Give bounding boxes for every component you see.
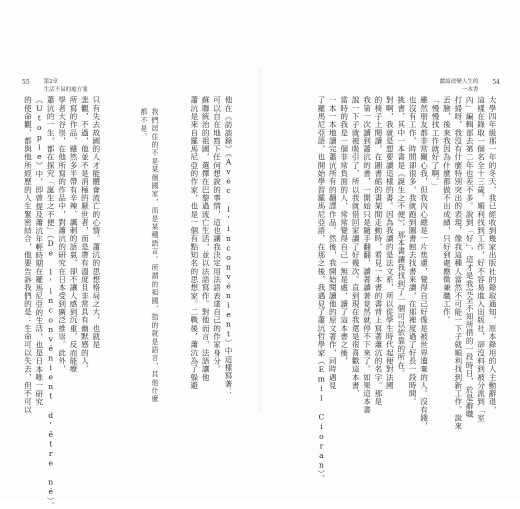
right-text-column-3: 內」編輯部去第二年也差不多。說到「好」，這才是我完全不知所措的一段時日，於是辭職: [465, 96, 475, 419]
left-text-column-3: 所寫的作品，雖然多半帶有辛辣、諷刺的語氣，卻不讓人感到沉重，反而能療: [69, 96, 79, 374]
right-text-column-9: 挑書，其中一本書是《誕生之不便》，那本書讓我找到了一個可以依靠的所在。: [396, 96, 406, 378]
quote-line-2: 都不是。: [140, 108, 148, 141]
left-intro-column-1: 他在《訪談錄》（Avec l'inconvénient）中這樣寫著：: [224, 96, 233, 396]
right-text-column-5: 丟臉，後來我因為什麼都做不出成績，只好到處應徵兼職工作。: [442, 96, 452, 325]
right-page-number: 54: [492, 79, 500, 86]
book-title: 獻給改變人生的: [439, 79, 479, 85]
right-text-column-11: 的椅子上閱讀，在圖書館的書架間走動時，看見一本書的書背上寫著蕭沆的名字。那是: [373, 96, 383, 406]
left-intro-column-3: 蘇聯統治的祖國，選擇在巴黎過流亡生活，並以法語寫作。對他而言，法語讓他: [201, 96, 211, 382]
left-text-column-1: 只有失去故國的人才能體會流亡的心情。蕭沆的思想格局之大，也就是: [91, 96, 101, 349]
left-text-column-6: 《Utopie》中，即曾提及蕭沆年輕時期在羅馬尼亞的生活，也是日本唯一研究: [34, 96, 44, 406]
chapter-title: 生活不易的處方箋: [43, 87, 88, 93]
right-text-column-8: 也沒有工作，時間卻很多，我就跑到圖書館去找書來讀，在那裡度過了好長一段時間。: [408, 96, 418, 406]
chapter-label: 第2章: [43, 79, 59, 85]
book-subtitle: 一本書: [461, 87, 479, 93]
left-page-body-intro: [188, 96, 234, 412]
left-page-number: 55: [22, 79, 30, 86]
left-text-column-2: 悲觀，不過，他並不是消極的厭世者，而是帶有溫度且非常具有幽默感的人。: [80, 96, 90, 374]
right-page-body: [316, 96, 499, 483]
right-text-column-1: 大學四年級那一年的冬天，我已經收到幾家出版社的錄取通知，原本錄用的人主動辭退，: [488, 96, 497, 414]
left-intro-column-2: 可以自在地寫下任何想說的事情，這也讓我決定用法語表達自己的作家身分。: [212, 96, 222, 374]
left-page-header: [22, 78, 88, 94]
right-text-column-6: 「慢慢找工作就好了啊。」: [430, 96, 440, 190]
right-text-column-10: 對啊，我就是想要讀這樣的書。因為我讀的是法文系，所以從學生時代起便對法國: [385, 96, 395, 390]
cioran-quote: [138, 108, 160, 408]
left-intro-column-4: 蕭沆是來自羅馬尼亞的作家，也是一個有點知名的思想家。二戰後，蕭沆為了躲避: [189, 96, 199, 390]
quote-line-1: 我們居住的不是某個國家，而是某種語言。所謂的祖國，指的就是語言，其他什麼: [151, 108, 159, 404]
right-text-column-4: 打掃呀，我沒有什麼特別突出的表現，像我這種人當然不可能一下子就順利找到新工作。說來: [453, 96, 463, 431]
right-text-column-12: 我第一次讀到蕭沆的書，一開始只是隨手翻翻，讀著讀著竟然就停不下來了。如果這本書: [362, 96, 372, 414]
right-text-column-14: 當時的我是一個非常負面的人，常常覺得自己一無是處，讀了這本書之後，: [339, 96, 349, 365]
right-page-header: [440, 78, 500, 94]
left-text-column-7: 的使命觀，都與他所經歷的人生緊密結合，他要告訴我們的是：生命可以失去，但不可以: [23, 96, 33, 414]
left-text-column-4: 學者大谷崇，在他所寫的作品中，對蕭沆的研究在日本受到廣泛推崇。此外，: [57, 96, 67, 374]
right-text-column-15: 一本一本地讀完蕭沆所有的翻譯作品。然後，我開始閱讀他的原文著作，同時遇見: [328, 96, 338, 390]
page-gutter: [258, 70, 262, 410]
right-text-column-2: 這樣在錄取一個名全十三歲。順利找到工作，好不容易進入出版社，卻沒料到被分派到「室: [476, 96, 486, 422]
left-page-body-main: [22, 96, 102, 509]
right-text-column-13: 說一下子就被吸引了，所以我就借回家讀了好幾次。直到現在我還是很喜歡這本書，: [351, 96, 361, 398]
left-text-column-5: 蕭沆的一生，都在探究「誕生之不便」（De l'inconvénient d'être né）。: [46, 96, 56, 509]
right-text-column-16: 了羅馬尼亞語，也開始學習羅馬尼亞語，在那之後，我遇見了蕭沆哲學家（Emil Cioran）。: [316, 96, 326, 483]
right-text-column-7: 雖然朋友都非常關心我，但我內心總是一片焦慮，覺得自己好像是被世界遺棄的人。沒有錢，: [419, 96, 429, 431]
